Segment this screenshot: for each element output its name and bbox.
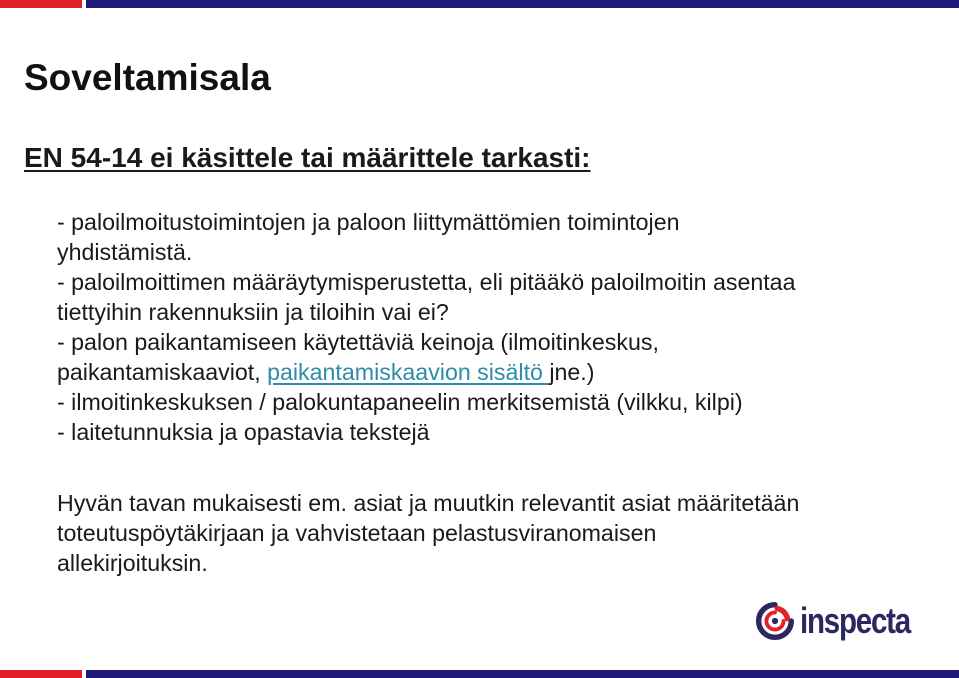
paragraph-line: Hyvän tavan mukaisesti em. asiat ja muutkin relevantit asiat määritetään xyxy=(57,490,800,516)
bottom-bar-red-segment xyxy=(0,670,82,678)
paragraph-line: toteutuspöytäkirjaan ja vahvistetaan pelastusviranomaisen xyxy=(57,520,657,546)
paikantamiskaavio-link[interactable]: paikantamiskaavion sisältö xyxy=(267,359,550,385)
bullet-line: - ilmoitinkeskuksen / palokuntapaneelin merkitsemistä (vilkku, kilpi) xyxy=(57,389,743,415)
bullet-list xyxy=(57,207,947,447)
slide-title: Soveltamisala xyxy=(24,57,271,98)
bullet-line: yhdistämistä. xyxy=(57,239,193,265)
bullet-line: tiettyihin rakennuksiin ja tiloihin vai ei? xyxy=(57,299,449,325)
top-accent-bar xyxy=(0,0,959,8)
inspecta-logo xyxy=(754,596,934,646)
bullet-line: - palon paikantamiseen käytettäviä keinoja (ilmoitinkeskus, xyxy=(57,329,659,355)
bullet-line: - paloilmoittimen määräytymisperustetta, eli pitääkö paloilmoitin asentaa xyxy=(57,269,796,295)
bullet-line: - paloilmoitustoimintojen ja paloon liittymättömien toimintojen xyxy=(57,209,680,235)
bullet-line-before-link: paikantamiskaaviot, xyxy=(57,359,268,385)
bullet-line-with-link xyxy=(57,357,947,387)
slide-subtitle: EN 54-14 ei käsittele tai määrittele tarkasti: xyxy=(24,142,591,173)
top-bar-red-segment xyxy=(0,0,82,8)
paragraph-line: allekirjoituksin. xyxy=(57,550,208,576)
top-bar-blue-segment xyxy=(86,0,959,8)
inspecta-swirl-icon xyxy=(754,596,796,646)
bullet-line: - laitetunnuksia ja opastavia tekstejä xyxy=(57,419,430,445)
bottom-accent-bar xyxy=(0,670,959,678)
summary-paragraph xyxy=(57,488,947,578)
bullet-line-after-link: jne.) xyxy=(549,359,595,385)
bottom-bar-blue-segment xyxy=(86,670,959,678)
logo-wordmark: inspecta xyxy=(799,600,910,641)
